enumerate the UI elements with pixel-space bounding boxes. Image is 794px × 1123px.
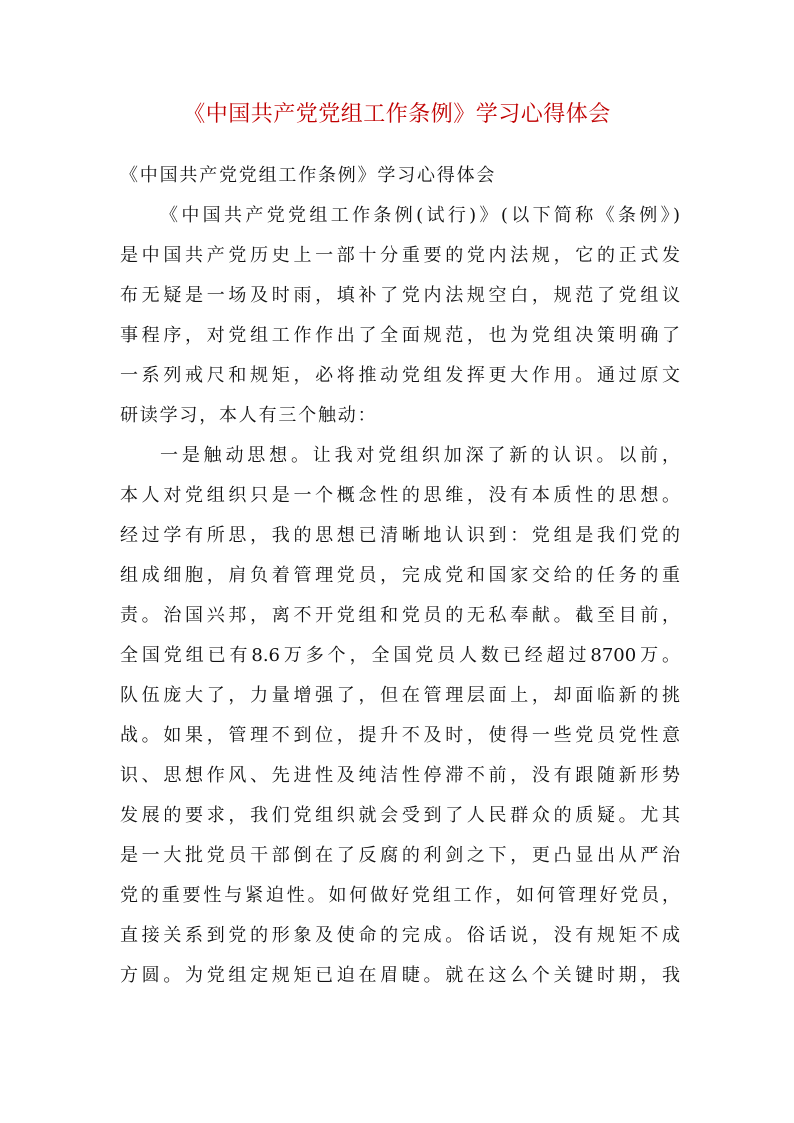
paragraph-line: 布无疑是一场及时雨，填补了党内法规空白，规范了党组议 [120, 285, 680, 306]
paragraph-line: 研读学习，本人有三个触动： [120, 405, 378, 426]
paragraph-line: 经过学有所思，我的思想已清晰地认识到：党组是我们党的 [120, 525, 680, 546]
paragraph-line: 是一大批党员干部倒在了反腐的利剑之下，更凸显出从严治 [120, 845, 680, 866]
paragraph-line: 发展的要求，我们党组织就会受到了人民群众的质疑。尤其 [120, 805, 680, 826]
paragraph-line: 一是触动思想。让我对党组织加深了新的认识。以前， [160, 445, 680, 466]
paragraph-line: 本人对党组织只是一个概念性的思维，没有本质性的思想。 [120, 485, 680, 506]
paragraph-line: 组成细胞，肩负着管理党员，完成党和国家交给的任务的重 [120, 565, 680, 586]
paragraph-line: 方圆。为党组定规矩已迫在眉睫。就在这么个关键时期，我 [120, 965, 680, 986]
paragraph-line: 责。治国兴邦，离不开党组和党员的无私奉献。截至目前， [120, 605, 680, 626]
paragraph-line: 一系列戒尺和规矩，必将推动党组发挥更大作用。通过原文 [120, 365, 680, 386]
paragraph-line: 是中国共产党历史上一部十分重要的党内法规，它的正式发 [120, 245, 680, 266]
paragraph-line: 队伍庞大了，力量增强了，但在管理层面上，却面临新的挑 [120, 685, 680, 706]
paragraph-line: 识、思想作风、先进性及纯洁性停滞不前，没有跟随新形势 [120, 765, 680, 786]
subtitle-line: 《中国共产党党组工作条例》学习心得体会 [120, 165, 497, 186]
paragraph-line: 直接关系到党的形象及使命的完成。俗话说，没有规矩不成 [120, 925, 680, 946]
paragraph-line: 全国党组已有8.6万多个，全国党员人数已经超过8700万。 [120, 645, 680, 666]
document-body [120, 156, 680, 996]
document-title: 《中国共产党党组工作条例》学习心得体会 [183, 102, 611, 127]
paragraph-line: 事程序，对党组工作作出了全面规范，也为党组决策明确了 [120, 325, 680, 346]
paragraph-line: 党的重要性与紧迫性。如何做好党组工作，如何管理好党员， [120, 885, 680, 906]
paragraph-line: 《中国共产党党组工作条例(试行)》(以下简称《条例》) [160, 205, 680, 226]
paragraph-line: 战。如果，管理不到位，提升不及时，使得一些党员党性意 [120, 725, 680, 746]
